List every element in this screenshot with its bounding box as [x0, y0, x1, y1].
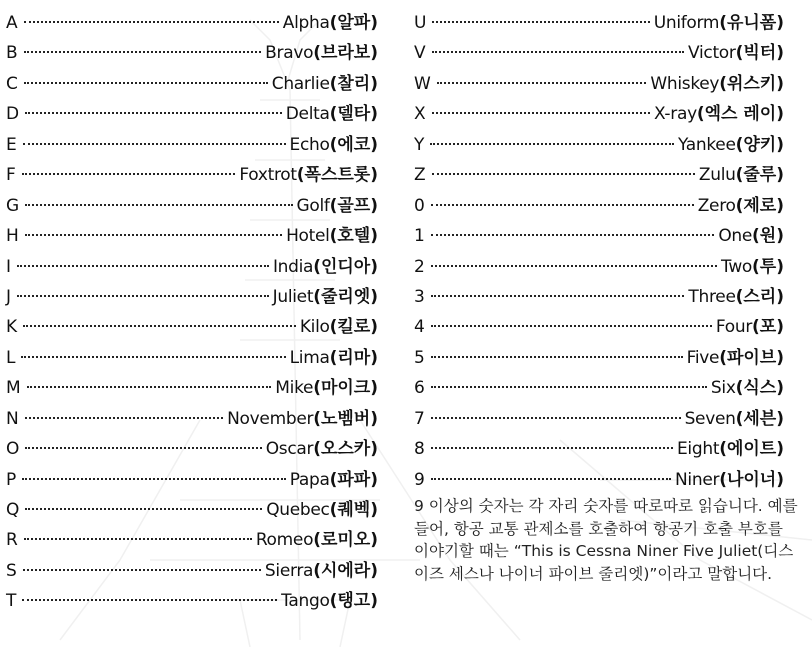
phonetic-entry — [6, 191, 378, 221]
entry-letter: C — [6, 73, 18, 94]
entry-korean-pronunciation: (골프) — [329, 195, 378, 216]
phonetic-entry — [6, 69, 378, 99]
entry-word: Tango — [281, 591, 330, 612]
entry-letter: W — [414, 73, 431, 94]
entry-word: Juliet — [272, 286, 314, 307]
entry-word: November — [227, 408, 314, 429]
entry-korean-pronunciation: (인디아) — [313, 256, 378, 277]
entry-letter: P — [6, 469, 17, 490]
entry-korean-pronunciation: (탱고) — [329, 591, 378, 612]
entry-letter: V — [414, 43, 426, 64]
phonetic-entry — [6, 8, 378, 38]
entry-word: Quebec — [266, 500, 330, 520]
phonetic-entry — [6, 252, 378, 282]
entry-korean-pronunciation: (브라보) — [313, 43, 378, 64]
dot-leader — [431, 204, 694, 206]
entry-korean-pronunciation: (킬로) — [329, 317, 378, 338]
phonetic-entry — [6, 556, 378, 586]
entry-word: Eight — [676, 439, 720, 460]
entry-letter: G — [6, 195, 20, 216]
dot-leader — [25, 204, 292, 206]
entry-word: Four — [715, 317, 753, 338]
dot-leader — [431, 386, 707, 388]
entry-korean-pronunciation: (포) — [752, 317, 784, 338]
entry-word: Uniform — [653, 13, 720, 33]
number-reading-note: 9 이상의 숫자는 각 자리 숫자를 따로따로 읽습니다. 예를 들어, 항공 교통 관제소를 호출하여 항공기 호출 부호를 이야기할 때는 “This is Cessna Niner Five Juliet(디스 이즈 세스나 나이너 파이브 줄리엣)”이라고 말합니다. — [414, 497, 798, 583]
dot-leader — [22, 599, 277, 601]
phonetic-entry — [414, 99, 784, 129]
dot-leader — [24, 538, 252, 540]
entry-word: Zero — [697, 195, 736, 216]
entry-korean-pronunciation: (리마) — [329, 347, 378, 368]
entry-letter: 2 — [414, 256, 425, 277]
entry-letter: Q — [6, 500, 20, 520]
dot-leader — [23, 569, 261, 571]
dot-leader — [27, 386, 272, 388]
phonetic-entry — [6, 312, 378, 342]
dot-leader — [431, 295, 685, 297]
entry-letter: 1 — [414, 226, 425, 247]
phonetic-entry — [414, 404, 784, 434]
phonetic-entry — [414, 465, 784, 495]
entry-letter: H — [6, 226, 19, 247]
entry-letter: Z — [414, 165, 426, 186]
entry-korean-pronunciation: (노벰버) — [313, 408, 378, 429]
dot-leader — [431, 325, 712, 327]
entry-korean-pronunciation: (엑스 레이) — [696, 104, 784, 125]
dot-leader — [25, 417, 223, 419]
entry-word: Victor — [688, 43, 736, 64]
entry-letter: O — [6, 439, 20, 460]
entry-letter: A — [6, 13, 18, 33]
phonetic-entry — [6, 221, 378, 251]
entry-korean-pronunciation: (위스키) — [719, 73, 784, 94]
phonetic-entry — [6, 99, 378, 129]
phonetic-entry — [6, 495, 378, 525]
dot-leader — [25, 508, 262, 510]
dot-leader — [437, 82, 647, 84]
entry-letter: D — [6, 104, 20, 125]
phonetic-entry — [414, 130, 784, 160]
entry-letter: 0 — [414, 195, 425, 216]
entry-korean-pronunciation: (빅터) — [735, 43, 784, 64]
entry-korean-pronunciation: (나이너) — [719, 469, 784, 490]
phonetic-entry — [414, 312, 784, 342]
entry-korean-pronunciation: (줄리엣) — [313, 286, 378, 307]
entry-letter: L — [6, 347, 16, 368]
entry-word: Charlie — [271, 73, 330, 94]
entry-word: Sierra — [264, 560, 314, 581]
entry-letter: N — [6, 408, 19, 429]
entry-word: Golf — [296, 195, 330, 216]
phonetic-entry — [6, 404, 378, 434]
entry-word: Niner — [675, 469, 720, 490]
entry-korean-pronunciation: (원) — [752, 226, 784, 247]
dot-leader — [431, 447, 673, 449]
entry-letter: 8 — [414, 439, 425, 460]
entry-word: Hotel — [286, 226, 330, 247]
entry-letter: F — [6, 165, 16, 186]
entry-letter: 7 — [414, 408, 425, 429]
entry-letter: J — [6, 286, 12, 307]
entry-korean-pronunciation: (스리) — [735, 286, 784, 307]
phonetic-entry — [414, 69, 784, 99]
entry-korean-pronunciation: (투) — [752, 256, 784, 277]
phonetic-entry — [6, 38, 378, 68]
dot-leader — [22, 173, 236, 175]
entry-letter: 9 — [414, 469, 425, 490]
entry-korean-pronunciation: (폭스트롯) — [296, 165, 378, 186]
entry-word: Zulu — [698, 165, 736, 186]
dot-leader — [431, 417, 681, 419]
phonetic-entry — [6, 586, 378, 616]
entry-word: Oscar — [265, 439, 314, 460]
dot-leader — [21, 356, 285, 358]
entry-letter: 5 — [414, 347, 425, 368]
phonetic-entry — [414, 38, 784, 68]
entry-letter: M — [6, 378, 21, 399]
entry-word: Two — [721, 256, 753, 277]
dot-leader — [23, 143, 286, 145]
entry-korean-pronunciation: (알파) — [329, 13, 378, 33]
entry-korean-pronunciation: (세븐) — [735, 408, 784, 429]
dot-leader — [431, 478, 671, 480]
phonetic-entry — [6, 465, 378, 495]
entry-letter: 3 — [414, 286, 425, 307]
entry-korean-pronunciation: (시에라) — [313, 560, 378, 581]
entry-letter: 6 — [414, 378, 425, 399]
entry-korean-pronunciation: (로미오) — [313, 530, 378, 551]
entry-korean-pronunciation: (델타) — [329, 104, 378, 125]
phonetic-entry — [6, 373, 378, 403]
dot-leader — [24, 51, 261, 53]
dot-leader — [22, 478, 285, 480]
phonetic-entry — [6, 525, 378, 555]
entry-korean-pronunciation: (파파) — [329, 469, 378, 490]
dot-leader — [17, 295, 269, 297]
entry-korean-pronunciation: (줄루) — [735, 165, 784, 186]
entry-korean-pronunciation: (유니폼) — [719, 13, 784, 33]
dot-leader — [432, 51, 684, 53]
phonetic-entry — [414, 8, 784, 38]
entry-letter: 4 — [414, 317, 425, 338]
dot-leader — [25, 447, 261, 449]
entry-letter: T — [6, 591, 17, 612]
dot-leader — [24, 21, 279, 23]
phonetic-entry — [6, 343, 378, 373]
phonetic-entry — [414, 434, 784, 464]
entry-letter: K — [6, 317, 18, 338]
entry-word: Delta — [285, 104, 330, 125]
entry-word: Yankee — [678, 134, 736, 155]
dot-leader — [25, 112, 282, 114]
entry-word: Papa — [289, 469, 330, 490]
phonetic-entry — [414, 282, 784, 312]
entry-korean-pronunciation: (제로) — [735, 195, 784, 216]
entry-word: Six — [710, 378, 736, 399]
entry-word: Lima — [289, 347, 330, 368]
phonetic-entry — [414, 221, 784, 251]
entry-letter: Y — [414, 134, 425, 155]
dot-leader — [432, 112, 650, 114]
phonetic-entry — [414, 252, 784, 282]
dot-leader — [432, 21, 649, 23]
entry-word: X-ray — [653, 104, 697, 125]
dot-leader — [24, 82, 268, 84]
phonetic-entry — [6, 282, 378, 312]
entry-letter: X — [414, 104, 426, 125]
entry-word: One — [718, 226, 753, 247]
phonetic-alphabet-left-column — [6, 8, 378, 617]
entry-letter: E — [6, 134, 17, 155]
entry-korean-pronunciation: (호텔) — [329, 226, 378, 247]
entry-word: Three — [688, 286, 736, 307]
phonetic-alphabet-right-column — [414, 8, 784, 495]
entry-word: Foxtrot — [239, 165, 297, 186]
entry-word: Kilo — [299, 317, 330, 338]
dot-leader — [431, 265, 717, 267]
entry-word: Seven — [684, 408, 736, 429]
entry-word: Five — [686, 347, 720, 368]
phonetic-entry — [414, 191, 784, 221]
entry-letter: R — [6, 530, 18, 551]
entry-korean-pronunciation: (찰리) — [329, 73, 378, 94]
entry-word: Bravo — [265, 43, 314, 64]
phonetic-entry — [6, 160, 378, 190]
entry-word: Romeo — [255, 530, 314, 551]
entry-letter: B — [6, 43, 18, 64]
entry-word: Mike — [275, 378, 314, 399]
phonetic-entry — [414, 343, 784, 373]
entry-letter: S — [6, 560, 17, 581]
phonetic-entry — [6, 434, 378, 464]
entry-korean-pronunciation: (에코) — [329, 134, 378, 155]
entry-letter: I — [6, 256, 12, 277]
phonetic-entry — [414, 373, 784, 403]
entry-korean-pronunciation: (파이브) — [719, 347, 784, 368]
phonetic-entry — [6, 130, 378, 160]
entry-korean-pronunciation: (마이크) — [313, 378, 378, 399]
entry-word: India — [272, 256, 314, 277]
dot-leader — [431, 356, 683, 358]
entry-korean-pronunciation: (식스) — [735, 378, 784, 399]
phonetic-entry — [414, 160, 784, 190]
entry-word: Echo — [289, 134, 330, 155]
entry-korean-pronunciation: (오스카) — [313, 439, 378, 460]
entry-word: Alpha — [282, 13, 330, 33]
dot-leader — [17, 265, 269, 267]
dot-leader — [432, 173, 695, 175]
dot-leader — [430, 143, 674, 145]
dot-leader — [431, 234, 714, 236]
dot-leader — [25, 234, 282, 236]
entry-korean-pronunciation: (양키) — [735, 134, 784, 155]
entry-word: Whiskey — [650, 73, 720, 94]
dot-leader — [23, 325, 296, 327]
entry-korean-pronunciation: (에이트) — [719, 439, 784, 460]
entry-letter: U — [414, 13, 427, 33]
entry-korean-pronunciation: (퀘벡) — [329, 500, 378, 520]
